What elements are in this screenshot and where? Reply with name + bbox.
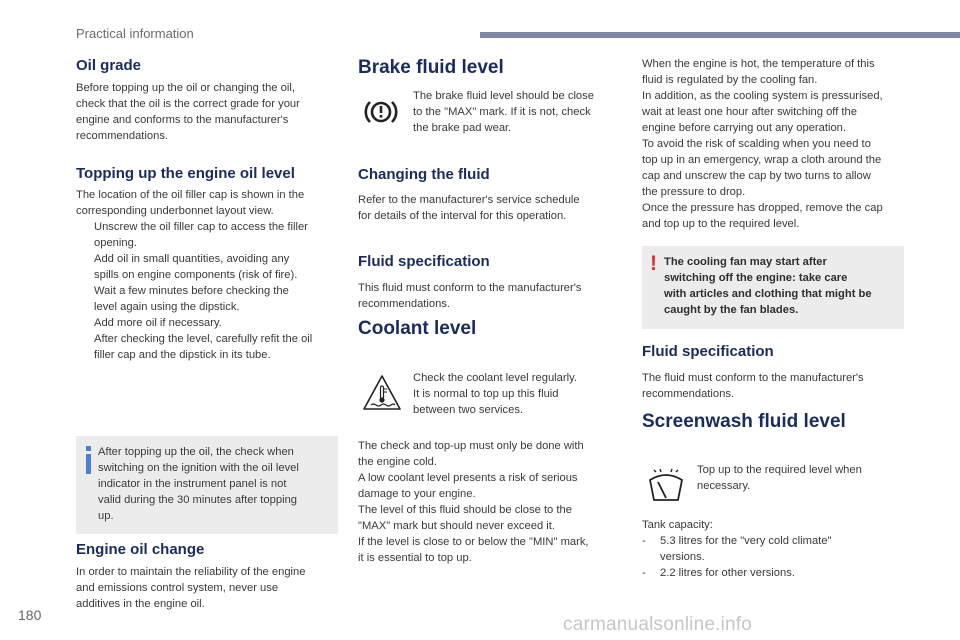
text-line: It is normal to top up this fluid [413, 388, 559, 400]
text-line: and top up to the required level. [642, 218, 800, 230]
page-number: 180 [18, 607, 42, 623]
oil-grade-text [76, 80, 300, 144]
list-item [76, 331, 312, 363]
section-title: Practical information [76, 26, 194, 41]
text-line: The cooling fan may start after [664, 256, 827, 268]
list-item [642, 533, 831, 565]
text-line: recommendations. [642, 388, 735, 400]
tank-capacity [642, 517, 831, 581]
tank-capacity-label: Tank capacity: [642, 519, 713, 531]
text-line: damage to your engine. [358, 488, 476, 500]
hot-engine-text [642, 56, 883, 232]
warning-icon: ! [650, 252, 657, 275]
text-line: Once the pressure has dropped, remove the cap [642, 202, 883, 214]
dash-line: 5.3 litres for the "very cold climate" [660, 535, 832, 547]
warning-box-text [664, 254, 872, 318]
text-line: A low coolant level presents a risk of serious [358, 472, 578, 484]
dash-mark: - [642, 567, 646, 579]
text-line: The brake fluid level should be close [413, 90, 594, 102]
text-line: The check and top-up must only be done with [358, 440, 584, 452]
text-line: switching off the engine: take care [664, 272, 848, 284]
text-line: caught by the fan blades. [664, 304, 799, 316]
bullet-line: level again using the dipstick. [94, 301, 240, 313]
list-item [76, 219, 312, 251]
oil-change-heading: Engine oil change [76, 541, 205, 558]
text-line: This fluid must conform to the manufacturer's [358, 282, 582, 294]
coolant-temperature-warning-icon [362, 374, 402, 412]
text-line: If the level is close to or below the "MIN" mark, [358, 536, 589, 548]
header-bar [480, 32, 960, 38]
fluid-spec-heading-2: Fluid specification [642, 343, 774, 360]
text-line: fluid is regulated by the cooling fan. [642, 74, 818, 86]
warning-box [642, 246, 904, 329]
oil-grade-heading: Oil grade [76, 57, 142, 74]
dash-line: versions. [660, 551, 705, 563]
text-line: recommendations. [358, 298, 451, 310]
text-line: indicator in the instrument panel is not [98, 478, 287, 490]
screenwash-text [697, 462, 862, 494]
text-line: The fluid must conform to the manufacturer's [642, 372, 864, 384]
bullet-line: Unscrew the oil filler cap to access the filler [94, 221, 308, 233]
text-line: When the engine is hot, the temperature of this [642, 58, 875, 70]
text-line: additives in the engine oil. [76, 598, 205, 610]
brake-fluid-heading: Brake fluid level [358, 57, 504, 78]
text-line: engine and conforms to the manufacturer's [76, 114, 289, 126]
text-line: for details of the interval for this operation. [358, 210, 567, 222]
bullet-line: spills on engine components (risk of fire). [94, 269, 298, 281]
changing-fluid-heading: Changing the fluid [358, 166, 490, 183]
watermark: carmanualsonline.info [563, 614, 753, 635]
text-line: up. [98, 510, 114, 522]
fluid-spec-text-2 [642, 370, 864, 402]
bullet-line: opening. [94, 237, 137, 249]
text-line: it is essential to top up. [358, 552, 472, 564]
text-line: Refer to the manufacturer's service schedule [358, 194, 580, 206]
dash-line: 2.2 litres for other versions. [660, 567, 795, 579]
text-line: the brake pad wear. [413, 122, 512, 134]
coolant-check-text [413, 370, 577, 418]
text-line: In order to maintain the reliability of the engine [76, 566, 306, 578]
list-item [76, 283, 312, 315]
text-line: the pressure to drop. [642, 186, 746, 198]
screenwash-icon [646, 466, 686, 504]
info-box [76, 436, 338, 534]
text-line: and emissions control system, never use [76, 582, 279, 594]
bullet-line: Add more oil if necessary. [94, 317, 222, 329]
bullet-line: Add oil in small quantities, avoiding any [94, 253, 290, 265]
oil-change-text [76, 564, 305, 612]
text-line: Before topping up the oil or changing the oil, [76, 82, 295, 94]
list-item [642, 565, 831, 581]
text-line: To avoid the risk of scalding when you need to [642, 138, 871, 150]
text-line: between two services. [413, 404, 524, 416]
text-line: "MAX" mark but should never exceed it. [358, 520, 555, 532]
text-line: In addition, as the cooling system is pressurised, [642, 90, 883, 102]
topping-up-text [76, 187, 312, 363]
text-line: cap and unscrew the cap by two turns to allow [642, 170, 871, 182]
changing-fluid-text [358, 192, 580, 224]
text-line: Check the coolant level regularly. [413, 372, 577, 384]
text-line: The level of this fluid should be close to the [358, 504, 572, 516]
brake-warning-icon [364, 96, 398, 128]
bullet-line: Wait a few minutes before checking the [94, 285, 289, 297]
bullet-line: filler cap and the dipstick in its tube. [94, 349, 271, 361]
text-line: After topping up the oil, the check when [98, 446, 294, 458]
text-line: to the "MAX" mark. If it is not, check [413, 106, 591, 118]
fluid-spec-text [358, 280, 582, 312]
coolant-heading: Coolant level [358, 318, 477, 339]
text-line: recommendations. [76, 130, 169, 142]
text-line: top up in an emergency, wrap a cloth around the [642, 154, 882, 166]
bullet-line: After checking the level, carefully refit the oil [94, 333, 313, 345]
list-item [76, 315, 312, 331]
text-line: necessary. [697, 480, 751, 492]
text-line: corresponding underbonnet layout view. [76, 205, 274, 217]
brake-fluid-text [413, 88, 594, 136]
info-icon [84, 446, 94, 474]
coolant-text [358, 438, 589, 566]
text-line: switching on the ignition with the oil level [98, 462, 299, 474]
text-line: check that the oil is the correct grade for your [76, 98, 300, 110]
fluid-spec-heading: Fluid specification [358, 253, 490, 270]
text-line: with articles and clothing that might be [664, 288, 872, 300]
info-box-text [98, 444, 299, 524]
text-line: the engine cold. [358, 456, 437, 468]
text-line: Top up to the required level when [697, 464, 862, 476]
text-line: valid during the 30 minutes after topping [98, 494, 298, 506]
text-line: engine before carrying out any operation. [642, 122, 846, 134]
dash-mark: - [642, 535, 646, 547]
text-line: The location of the oil filler cap is shown in the [76, 189, 305, 201]
text-line: wait at least one hour after switching off the [642, 106, 857, 118]
screenwash-heading: Screenwash fluid level [642, 411, 846, 432]
topping-up-heading: Topping up the engine oil level [76, 165, 295, 182]
list-item [76, 251, 312, 283]
